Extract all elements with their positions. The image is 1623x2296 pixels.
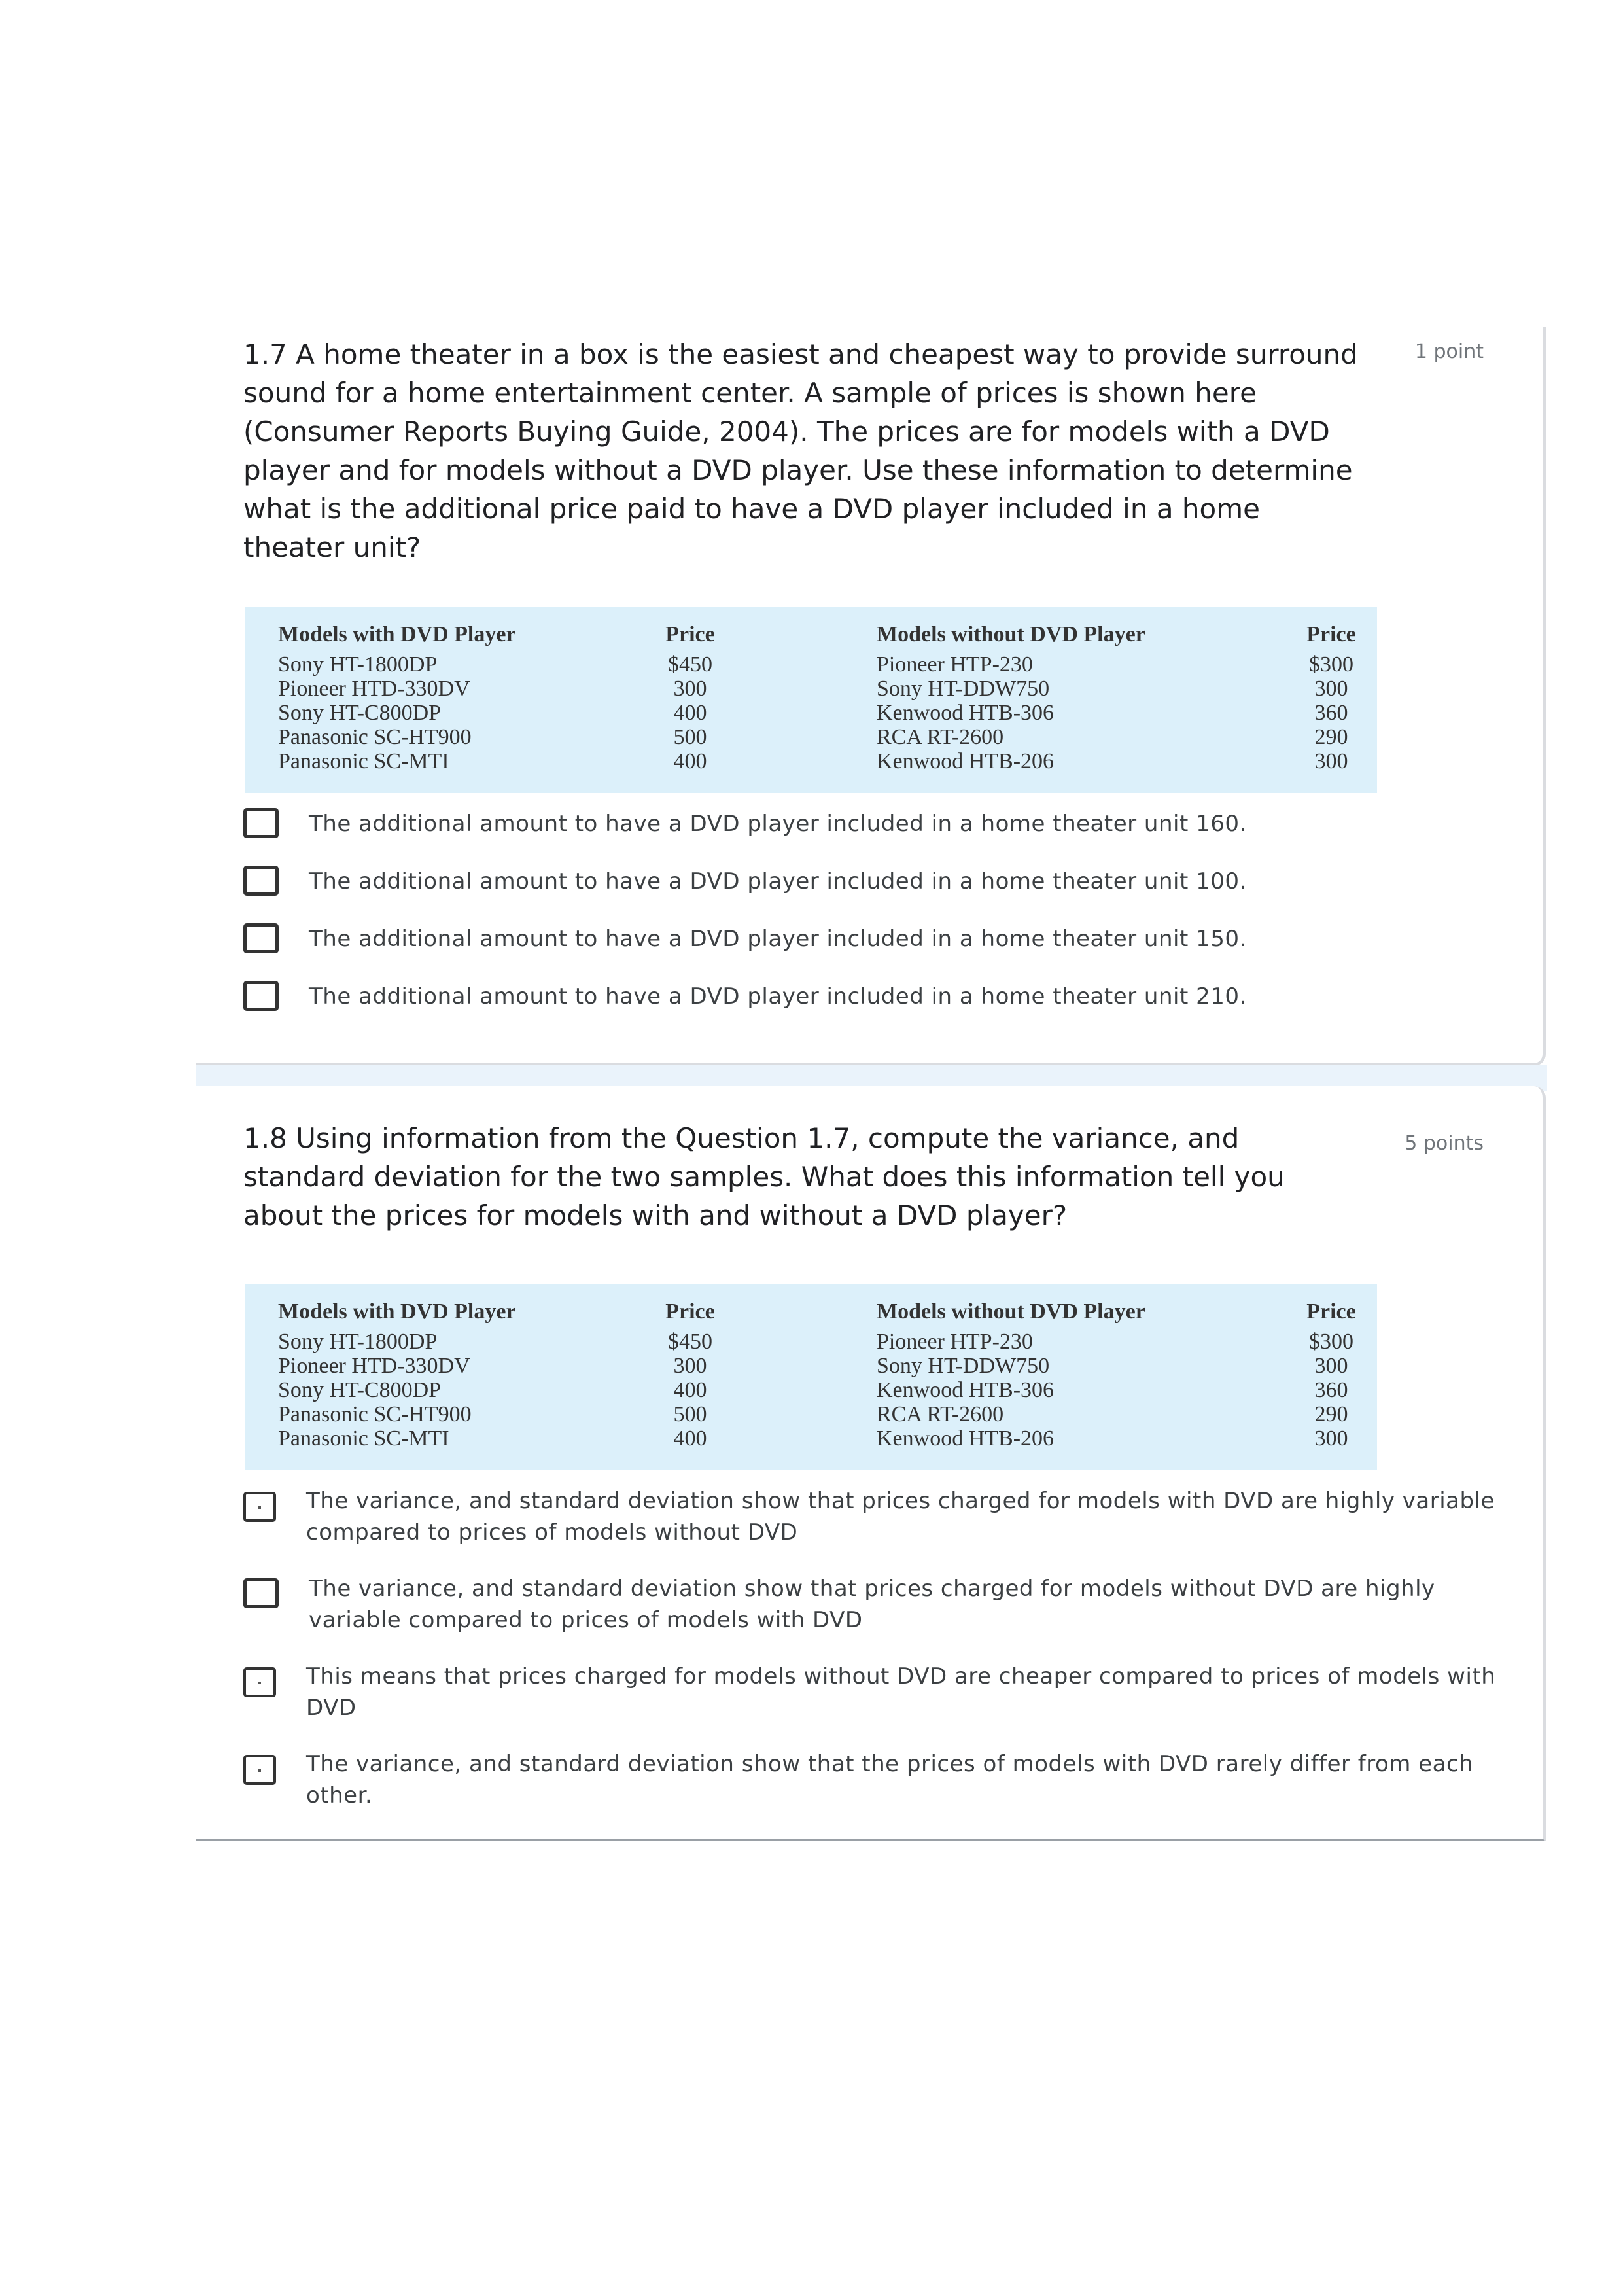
checkbox[interactable] (243, 866, 279, 896)
table-cell: 400 (673, 749, 707, 773)
table-cell: 400 (673, 1426, 707, 1451)
table-header: Price (1306, 1299, 1356, 1324)
question-text: 1.8 Using information from the Question 1.7, compute the variance, and standard deviation for the two samples. What does this information tell you about the prices for models with and without a DVD player? (243, 1122, 1285, 1231)
table-cell: Sony HT-1800DP (278, 1330, 438, 1354)
table-cell: Sony HT-1800DP (278, 652, 438, 677)
table-cell: $300 (1309, 1330, 1353, 1354)
option-label[interactable]: The variance, and standard deviation show that the prices of models with DVD rarely differ from each other. (306, 1751, 1474, 1809)
price-table (245, 1284, 1377, 1470)
table-cell: Kenwood HTB-306 (877, 1378, 1055, 1402)
table-cell: Panasonic SC-HT900 (278, 1402, 472, 1426)
table-cell: Panasonic SC-HT900 (278, 725, 472, 749)
option-label[interactable]: The additional amount to have a DVD player included in a home theater unit 150. (309, 926, 1247, 952)
option-row[interactable] (243, 1748, 1512, 1836)
table-cell: 400 (673, 701, 707, 725)
table-cell: RCA RT-2600 (877, 725, 1004, 749)
table-cell: 500 (673, 1402, 707, 1426)
table-column-price-with (657, 621, 723, 773)
checkbox[interactable] (243, 981, 279, 1011)
table-cell: 300 (1314, 749, 1348, 773)
table-cell: 400 (673, 1378, 707, 1402)
checkbox[interactable] (243, 1578, 279, 1608)
option-label[interactable]: This means that prices charged for models without DVD are cheaper compared to prices of models with DVD (306, 1663, 1496, 1721)
table-cell: $300 (1309, 652, 1353, 677)
table-cell: 300 (673, 677, 707, 701)
table-cell: Kenwood HTB-206 (877, 749, 1055, 773)
table-cell: Sony HT-C800DP (278, 701, 442, 725)
option-row[interactable] (243, 1573, 1512, 1661)
table-cell: 290 (1314, 1402, 1348, 1426)
table-column-models-with-dvd (278, 621, 516, 773)
table-column-models-without-dvd (877, 1298, 1145, 1451)
table-cell: 300 (1314, 677, 1348, 701)
checkbox[interactable] (243, 1667, 276, 1697)
table-cell: Pioneer HTD-330DV (278, 677, 470, 701)
checkbox[interactable] (243, 1492, 276, 1522)
table-cell: Pioneer HTD-330DV (278, 1354, 470, 1378)
table-column-price-with (657, 1298, 723, 1451)
table-cell: 300 (1314, 1426, 1348, 1451)
table-cell: $450 (668, 1330, 712, 1354)
question-text: 1.7 A home theater in a box is the easiest and cheapest way to provide surround sound for a home entertainment center. A sample of prices is shown here (Consumer Reports Buying Guide, 2004). The prices are for models with a DVD player and for models without a DVD player. Use these information to determine what is the additional price paid to have a DVD player included in a home theater unit? (243, 338, 1358, 563)
option-row[interactable] (243, 923, 1512, 981)
table-cell: 290 (1314, 725, 1348, 749)
option-row[interactable] (243, 1661, 1512, 1748)
answer-options (243, 1485, 1512, 1836)
table-cell: 300 (673, 1354, 707, 1378)
table-header: Models with DVD Player (278, 1299, 516, 1324)
checkbox[interactable] (243, 1755, 276, 1785)
option-row[interactable] (243, 981, 1512, 1038)
question-card-1-7 (196, 327, 1546, 1066)
table-header: Price (665, 1299, 715, 1324)
table-cell: Kenwood HTB-306 (877, 701, 1055, 725)
table-cell: 360 (1314, 701, 1348, 725)
table-cell: Sony HT-DDW750 (877, 1354, 1050, 1378)
table-cell: $450 (668, 652, 712, 677)
checkbox[interactable] (243, 923, 279, 953)
table-header: Price (1306, 622, 1356, 646)
answer-options (243, 808, 1512, 1038)
table-cell: Sony HT-C800DP (278, 1378, 442, 1402)
table-cell: Kenwood HTB-206 (877, 1426, 1055, 1451)
table-column-models-with-dvd (278, 1298, 516, 1451)
question-card-1-8 (196, 1086, 1546, 1841)
table-cell: Panasonic SC-MTI (278, 749, 449, 773)
option-label[interactable]: The additional amount to have a DVD player included in a home theater unit 160. (309, 811, 1247, 837)
table-cell: 500 (673, 725, 707, 749)
table-column-price-without (1299, 1298, 1364, 1451)
option-row[interactable] (243, 866, 1512, 923)
table-column-price-without (1299, 621, 1364, 773)
table-cell: 300 (1314, 1354, 1348, 1378)
table-column-models-without-dvd (877, 621, 1145, 773)
price-table (245, 607, 1377, 793)
table-cell: 360 (1314, 1378, 1348, 1402)
option-row[interactable] (243, 808, 1512, 866)
table-cell: Pioneer HTP-230 (877, 1330, 1033, 1354)
option-label[interactable]: The additional amount to have a DVD player included in a home theater unit 100. (309, 868, 1247, 894)
points-label: 1 point (1414, 340, 1484, 363)
table-cell: Pioneer HTP-230 (877, 652, 1033, 677)
table-header: Price (665, 622, 715, 646)
option-label[interactable]: The variance, and standard deviation show that prices charged for models without DVD are highly variable compared to prices of models with DVD (309, 1576, 1435, 1633)
table-header: Models without DVD Player (877, 622, 1145, 646)
table-cell: Panasonic SC-MTI (278, 1426, 449, 1451)
table-cell: RCA RT-2600 (877, 1402, 1004, 1426)
option-label[interactable]: The additional amount to have a DVD player included in a home theater unit 210. (309, 983, 1247, 1010)
points-label: 5 points (1405, 1132, 1484, 1155)
table-header: Models without DVD Player (877, 1299, 1145, 1324)
option-label[interactable]: The variance, and standard deviation show that prices charged for models with DVD are highly variable compared to prices of models without DVD (306, 1488, 1495, 1545)
table-cell: Sony HT-DDW750 (877, 677, 1050, 701)
checkbox[interactable] (243, 808, 279, 838)
table-header: Models with DVD Player (278, 622, 516, 646)
option-row[interactable] (243, 1485, 1512, 1573)
